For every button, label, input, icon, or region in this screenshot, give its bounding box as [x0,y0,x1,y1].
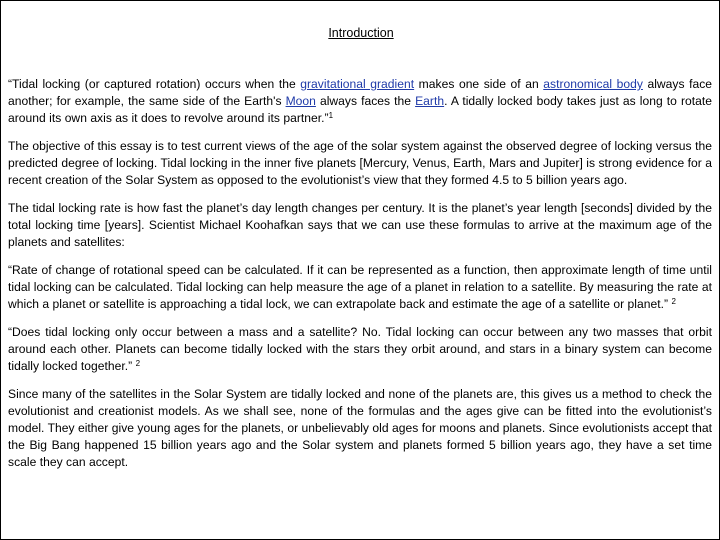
page-title: Introduction [328,26,394,40]
link-moon[interactable]: Moon [285,94,316,108]
footnote-ref: 1 [328,111,334,120]
paragraph-models: Since many of the satellites in the Solar System are tidally locked and none of the planets are, this gives us a method to check the evolutionist and creationist models. As we shall see, none of the formulas and the ages give can be fitted into the evolutionist’s model. They either give young ages for the planets, or unbelievably old ages for moons and planets. Since evolutionists accept that the Big Bang happened 15 billion years ago and the Solar system and planets formed 5 billion years ago, they have a set time scale they can accept. [8,387,712,469]
paragraph-definition-quote: “Tidal locking (or captured rotation) occurs when the gravitational gradient makes one side of an astronomical body always face another; for example, the same side of the Earth's Moon always faces the Earth. A tidally locked body takes just as long to rotate around its own axis as it does to revolve around its partner.”$^1$ [8,77,713,125]
paragraph-objective: The objective of this essay is to test current views of the age of the solar system against the observed degree of locking versus the predicted degree of locking. Tidal locking in the inner five planets [Mercury, Venus, Earth, Mars and Jupiter] is strong evidence for a recent creation of the Solar System as opposed to the evolutionist’s view that they formed 4.5 to 5 billion years ago. [8,139,712,187]
paragraph-quote-rate: “Rate of change of rotational speed can be calculated. If it can be represented as a function, then approximate length of time until tidal locking can be calculated. Tidal locking can help measure the age of a planet in relation to a satellite. By measuring the rate at which a planet or satellite is approaching a tidal lock, we can extrapolate back and estimate the age of a satellite or planet.” $^2$ [8,263,712,311]
footnote-ref: 2 [671,297,676,306]
footnote-ref: 2 [135,359,141,368]
link-earth[interactable]: Earth [415,94,445,108]
paragraph-locking-rate: The tidal locking rate is how fast the planet’s day length changes per century. It is the planet’s year length [seconds] divided by the total locking time [years]. Scientist Michael Koohafkan says that we can use these formulas to arrive at the maximum age of the planets and satellites: [8,201,712,249]
link-astronomical-body[interactable]: astronomical body [543,77,643,91]
document-body [8,76,712,482]
link-gravitational-gradient[interactable]: gravitational gradient [300,77,415,91]
paragraph-quote-masses: “Does tidal locking only occur between a mass and a satellite? No. Tidal locking can occur between any two masses that orbit around each other. Planets can become tidally locked with the stars they orbit around, and stars in a binary system can become tidally locked together.” $^2$ [8,325,712,373]
